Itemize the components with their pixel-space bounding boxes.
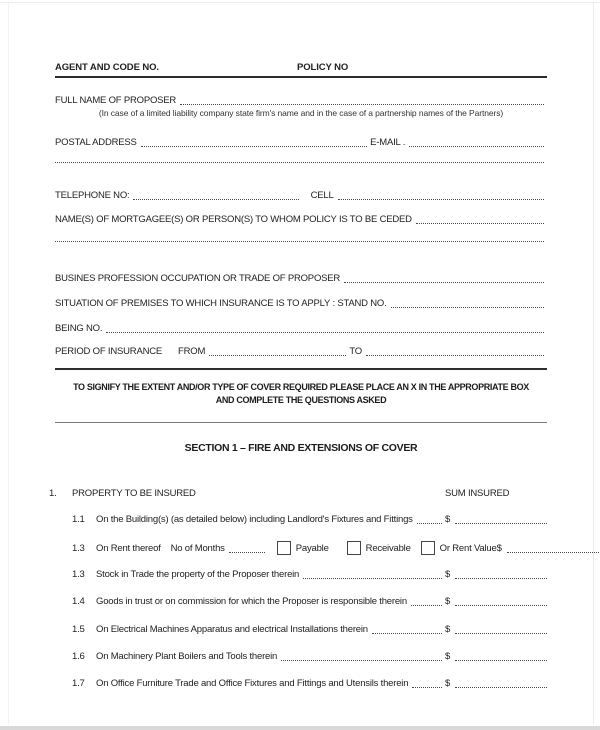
payable-label: Payable [295, 543, 329, 554]
sum-insured-input-line[interactable] [507, 552, 599, 553]
page-edge-left [8, 3, 9, 724]
currency-symbol: $ [445, 651, 451, 662]
table-row [72, 678, 547, 690]
situation-label: SITUATION OF PREMISES TO WHICH INSURANCE IS TO APPLY : STAND NO. [55, 298, 387, 309]
sum-insured-input-line[interactable] [455, 687, 547, 688]
full-name-row [55, 95, 547, 107]
mortgagee-label: NAME(S) OF MORTGAGEE(S) OR PERSON(S) TO WHOM POLICY IS TO BE CEDED [55, 214, 412, 225]
business-row [55, 273, 547, 285]
row-description: Goods in trust or on commission for which the Proposer is responsible therein [96, 596, 407, 607]
page-edge-bottom [0, 726, 600, 730]
cover-notice-line2: AND COMPLETE THE QUESTIONS ASKED [215, 395, 387, 405]
being-no-label: BEING NO. [55, 323, 103, 334]
row-leader-line [281, 660, 442, 661]
row-number: 1.4 [72, 596, 85, 607]
to-label: TO [349, 346, 362, 357]
sum-insured-input-line[interactable] [455, 660, 547, 661]
months-input-line[interactable] [229, 552, 265, 553]
divider-rule-top [55, 368, 547, 370]
from-date-input-line[interactable] [209, 355, 346, 356]
sum-insured-input-line[interactable] [455, 605, 547, 606]
business-input-line[interactable] [344, 282, 544, 283]
row-leader-line [372, 633, 442, 634]
receivable-checkbox[interactable] [347, 541, 361, 555]
row-number: 1.5 [72, 624, 85, 635]
from-label: FROM [178, 346, 206, 357]
cover-notice [55, 381, 547, 407]
row-leader-line [417, 523, 442, 524]
currency-symbol: $ [445, 678, 451, 689]
address-continuation-row [55, 162, 547, 165]
sum-insured-input-line[interactable] [455, 578, 547, 579]
row-description: On Machinery Plant Boilers and Tools therein [96, 651, 278, 662]
full-name-label: FULL NAME OF PROPOSER [55, 95, 177, 106]
postal-address-label: POSTAL ADDRESS [55, 137, 137, 148]
row-description: On Office Furniture Trade and Office Fixtures and Fittings and Utensils therein [96, 678, 409, 689]
cell-input-line[interactable] [338, 199, 544, 200]
rent-value-label: Or Rent Value [439, 543, 497, 554]
telephone-input-line[interactable] [133, 199, 298, 200]
currency-symbol: $ [445, 624, 451, 635]
period-label: PERIOD OF INSURANCE [55, 346, 163, 357]
page-edge-top [0, 2, 600, 3]
email-label: E-MAIL . [370, 137, 406, 148]
currency-symbol: $ [445, 596, 451, 607]
table-row [72, 651, 547, 663]
row-number: 1.7 [72, 678, 85, 689]
row-description: On Electrical Machines Apparatus and electrical Installations therein [96, 624, 368, 635]
being-no-row [55, 323, 547, 335]
situation-row [55, 298, 547, 310]
policy-no-label: POLICY NO [297, 62, 349, 73]
cell-label: CELL [310, 190, 334, 201]
mortgagee-continuation-line[interactable] [55, 241, 544, 242]
currency-symbol: $ [445, 569, 451, 580]
receivable-label: Receivable [365, 543, 411, 554]
business-label: BUSINES PROFESSION OCCUPATION OR TRADE OF PROPOSER [55, 273, 341, 284]
form-header [55, 62, 547, 78]
row-description: On the Building(s) (as detailed below) including Landlord's Fixtures and Fittings [96, 514, 413, 525]
telephone-label: TELEPHONE NO: [55, 190, 130, 201]
rent-row [72, 541, 547, 555]
currency-symbol: $ [445, 514, 451, 525]
sum-insured-input-line[interactable] [455, 633, 547, 634]
stand-no-input-line[interactable] [391, 307, 544, 308]
period-row [55, 346, 547, 358]
to-date-input-line[interactable] [366, 355, 544, 356]
sum-insured-input-line[interactable] [455, 523, 547, 524]
row-number: 1.3 [72, 543, 85, 554]
property-table-header [49, 488, 547, 500]
sum-insured-header-label: SUM INSURED [445, 488, 510, 499]
full-name-input-line[interactable] [180, 104, 544, 105]
rent-label: On Rent thereof [96, 543, 161, 554]
full-name-note: (In case of a limited liability company state firm's name and in the case of a partnership names of the Partners) [98, 108, 504, 118]
row-number: 1.1 [72, 514, 85, 525]
address-continuation-line[interactable] [55, 162, 544, 163]
postal-address-row [55, 137, 547, 149]
months-label: No of Months [170, 543, 225, 554]
row-leader-line [303, 578, 442, 579]
mortgagee-input-line[interactable] [416, 223, 544, 224]
section-number: 1. [49, 488, 57, 499]
mortgagee-row [55, 214, 547, 226]
table-row [72, 514, 547, 526]
row-number: 1.6 [72, 651, 85, 662]
row-leader-line [411, 605, 442, 606]
table-row [72, 596, 547, 608]
section1-title: SECTION 1 – FIRE AND EXTENSIONS OF COVER [184, 442, 418, 454]
table-row [72, 569, 547, 581]
currency-symbol: $ [496, 543, 502, 554]
agent-code-label: AGENT AND CODE NO. [55, 62, 159, 73]
row-description: Stock in Trade the property of the Proposer therein [96, 569, 300, 580]
row-leader-line [412, 687, 442, 688]
postal-address-input-line[interactable] [141, 146, 368, 147]
divider-rule-bottom [55, 422, 547, 423]
rent-value-checkbox[interactable] [421, 541, 435, 555]
table-row [72, 624, 547, 636]
mortgagee-continuation-row [55, 241, 547, 244]
property-header-label: PROPERTY TO BE INSURED [72, 488, 196, 499]
telephone-row [55, 190, 547, 202]
page-edge-right [593, 3, 594, 724]
email-input-line[interactable] [409, 146, 544, 147]
payable-checkbox[interactable] [277, 541, 291, 555]
cover-notice-line1: TO SIGNIFY THE EXTENT AND/OR TYPE OF COVER REQUIRED PLEASE PLACE AN X IN THE APPROPRIATE BOX [73, 382, 529, 392]
being-no-input-line[interactable] [106, 332, 544, 333]
row-number: 1.3 [72, 569, 85, 580]
